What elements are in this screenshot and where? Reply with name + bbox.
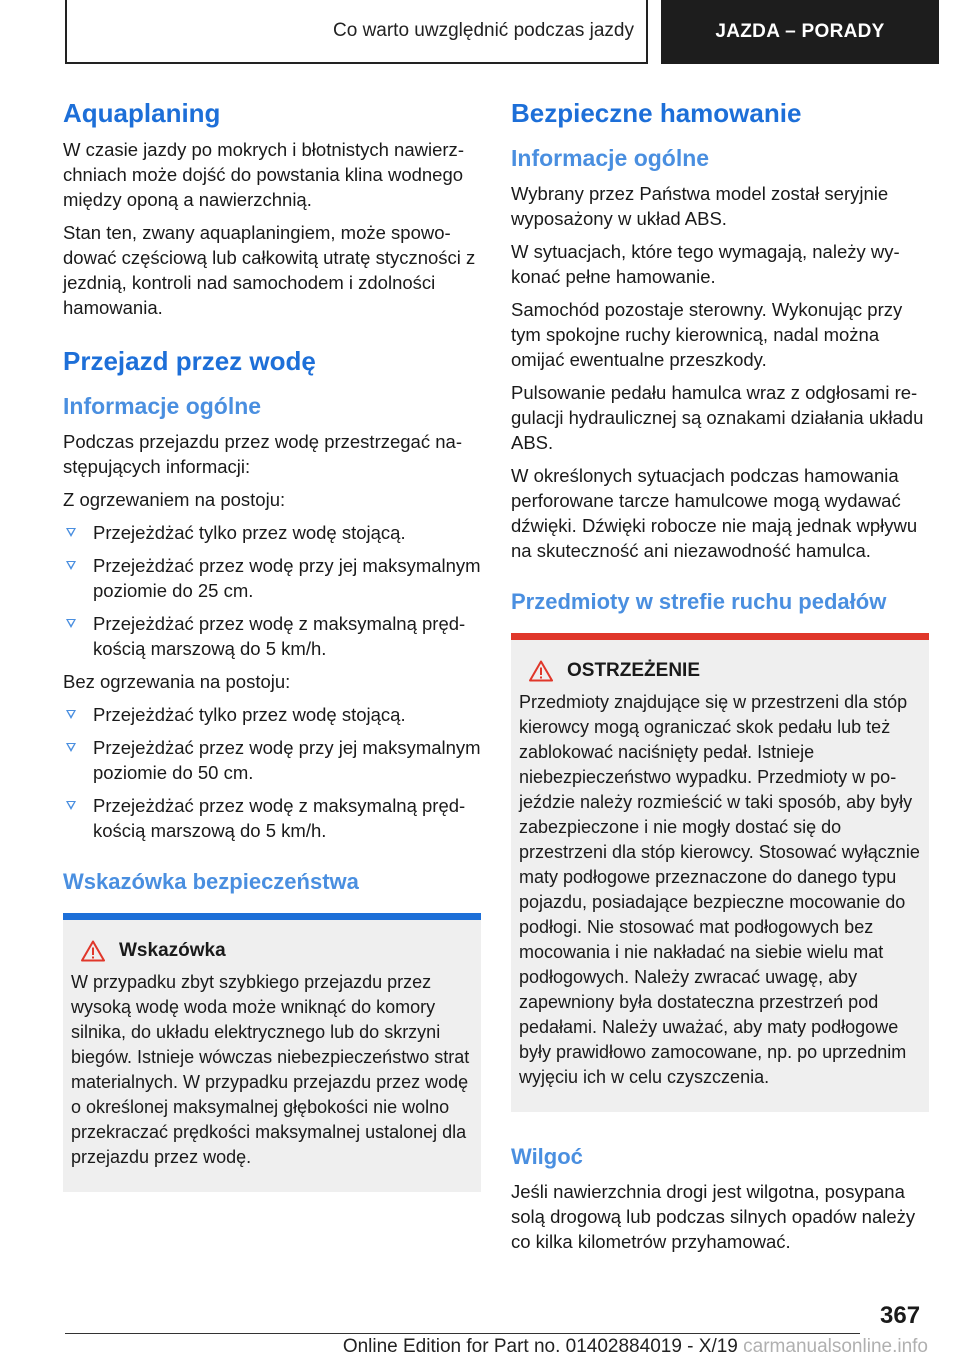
unheated-label: Bez ogrzewania na postoju: xyxy=(63,670,291,692)
safety-heading: Wskazówka bezpieczeństwa xyxy=(63,868,359,894)
list-item: Przejeżdżać przez wodę z maksymalną prędkością marszową do 5 km/h. xyxy=(63,793,481,843)
bullet-triangle-icon xyxy=(66,561,76,570)
list-item: Przejeżdżać przez wodę przy jej maksymalnym poziomie do 25 cm. xyxy=(63,553,481,603)
water-intro: Podczas przejazdu przez wodę przestrzegać następujących informacji: xyxy=(63,430,462,477)
watermark-text: carmanualsonline.info xyxy=(743,1336,928,1357)
warning-triangle-icon xyxy=(529,660,553,682)
warning-title: OSTRZEŻENIE xyxy=(567,660,701,682)
warning-title-row xyxy=(519,660,921,682)
header-section-title xyxy=(65,0,648,64)
aquaplaning-paragraph-1: W czasie jazdy po mokrych i błotnistych nawierzchniach może dojść do powstania klina wodnego między oponą a nawierzchnią. xyxy=(63,139,464,211)
footer xyxy=(0,1336,928,1358)
page-number: 367 xyxy=(880,1302,921,1329)
wet-paragraph: Jeśli nawierzchnia drogi jest wilgotna, posypana solą drogową lub podczas silnych opadów należy co kilka kilometrów przyhamować. xyxy=(511,1180,916,1252)
braking-paragraph-4: Pulsowanie pedału hamulca wraz z odgłosami regulacji hydraulicznej są oznakami działania układu ABS. xyxy=(511,381,924,453)
safety-note-box xyxy=(63,913,481,1192)
wet-heading: Wilgoć xyxy=(511,1144,583,1170)
pedals-warning-box xyxy=(511,633,929,1112)
footer-divider xyxy=(65,1333,860,1334)
right-column xyxy=(511,98,929,1262)
bullet-triangle-icon xyxy=(66,528,76,537)
water-subheading: Informacje ogólne xyxy=(63,393,262,420)
heated-list xyxy=(63,520,481,661)
braking-paragraph-2: W sytuacjach, które tego wymagają, należy wykonać pełne hamowanie. xyxy=(511,240,900,287)
list-item: Przejeżdżać przez wodę z maksymalną prędkością marszową do 5 km/h. xyxy=(63,611,481,661)
bullet-triangle-icon xyxy=(66,743,76,752)
warning-triangle-icon xyxy=(81,940,105,962)
pedals-heading: Przedmioty w strefie ruchu pedałów xyxy=(511,588,887,614)
note-title-row xyxy=(71,940,473,962)
warning-text: Przedmioty znajdujące się w przestrzeni dla stóp kierowcy mogą ograniczać skok pedału lub też zablokować naciśnięty pedał. Istnieje niebezpieczeństwo wypadku. Przedmioty w pojeździe należy rozmieścić w taki sposób, aby były zabezpieczone i nie mogły dostać się do przestrzeni dla stóp kierowcy. Stosować wyłącznie maty podłogowe przeznaczone do danego typu pojazdu, posiadające bezpieczne mocowanie do podłogi. Nie stosować mat podłogowych bez mocowania i nie nakładać na siebie wielu mat podłogowych. Należy zwracać uwagę, aby zapewniony była dostateczna przestrzeń pod pedałami. Należy uważać, aby maty podłogowe były prawidłowo zamocowane, np. po uprzednim wyjęciu ich w celu czyszczenia. xyxy=(519,692,920,1088)
chapter-text: JAZDA – PORADY xyxy=(715,21,885,42)
list-item: Przejeżdżać tylko przez wodę stojącą. xyxy=(63,520,481,545)
note-text: W przypadku zbyt szybkiego przejazdu przez wysoką wodę woda może wniknąć do komory silnika, do układu elektrycznego lub do skrzyni biegów. Istnieje wówczas niebezpieczeństwo strat materialnych. W przypadku przejazdu przez wodę o określonej maksymalnej głębokości nie wolno przekraczać prędkości maksymalnej ustalonej dla przejazdu przez wodę. xyxy=(71,972,470,1168)
header-chapter xyxy=(661,0,939,64)
heated-label: Z ogrzewaniem na postoju: xyxy=(63,488,286,510)
water-heading: Przejazd przez wodę xyxy=(63,346,316,377)
aquaplaning-paragraph-2: Stan ten, zwany aquaplaningiem, może spowodować częściową lub całkowitą utratę styczności z jezdnią, kontroli nad samochodem i zdolności hamowania. xyxy=(63,222,476,319)
section-title-text: Co warto uwzględnić podczas jazdy xyxy=(333,20,634,41)
braking-subheading: Informacje ogólne xyxy=(511,145,710,172)
bullet-triangle-icon xyxy=(66,710,76,719)
unheated-list xyxy=(63,702,481,843)
note-title: Wskazówka xyxy=(119,940,226,962)
aquaplaning-heading: Aquaplaning xyxy=(63,98,221,128)
bullet-triangle-icon xyxy=(66,801,76,810)
braking-paragraph-3: Samochód pozostaje sterowny. Wykonując przy tym spokojne ruchy kierownicą, nadal można omijać ewentualne przeszkody. xyxy=(511,298,903,370)
left-column xyxy=(63,98,481,1192)
braking-paragraph-1: Wybrany przez Państwa model został seryjnie wyposażony w układ ABS. xyxy=(511,182,889,229)
edition-text: Online Edition for Part no. 01402884019 - X/19 xyxy=(342,1336,738,1357)
bullet-triangle-icon xyxy=(66,619,76,628)
braking-paragraph-5: W określonych sytuacjach podczas hamowania perforowane tarcze hamulcowe mogą wydawać dźwięki. Dźwięki robocze nie mają jednak wpływu na skuteczność ani niezawodność hamulca. xyxy=(511,464,918,561)
list-item: Przejeżdżać tylko przez wodę stojącą. xyxy=(63,702,481,727)
list-item: Przejeżdżać przez wodę przy jej maksymalnym poziomie do 50 cm. xyxy=(63,735,481,785)
braking-heading: Bezpieczne hamowanie xyxy=(511,98,802,128)
